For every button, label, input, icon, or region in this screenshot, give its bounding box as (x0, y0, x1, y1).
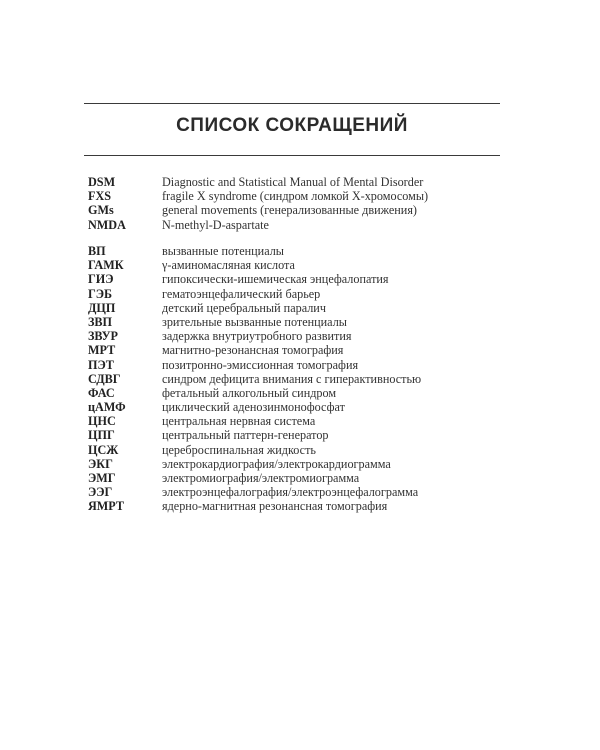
abbreviation: МРТ (88, 343, 116, 358)
abbreviation: ДЦП (88, 300, 116, 315)
abbreviation: ЭЭГ (88, 485, 113, 500)
definition: гипоксически-ишемическая энцефалопатия (162, 272, 389, 287)
definition: детский церебральный паралич (162, 300, 326, 315)
abbreviation-entry (88, 428, 508, 442)
abbreviation-entry (88, 358, 508, 372)
abbreviation: GMs (88, 203, 114, 218)
page-title: СПИСОК СОКРАЩЕНИЙ (176, 115, 408, 136)
abbreviation-entry (88, 386, 508, 400)
abbreviation: ФАС (88, 385, 115, 400)
abbreviation-entry (88, 315, 508, 329)
abbreviation: ГИЭ (88, 272, 114, 287)
abbreviation-entry (88, 485, 508, 499)
definition: электрокардиография/электрокардиограмма (162, 456, 391, 471)
definition: электроэнцефалография/электроэнцефалограмма (162, 485, 419, 500)
definition: центральный паттерн-генератор (162, 428, 329, 443)
abbreviation: ЗВП (88, 314, 113, 329)
abbreviation-entry (88, 218, 508, 232)
definition: γ-аминомасляная кислота (162, 258, 295, 273)
abbreviation-entry (88, 471, 508, 485)
abbreviation: ЦПГ (88, 428, 115, 443)
abbreviation-entry (88, 189, 508, 203)
abbreviation: ГЭБ (88, 286, 113, 301)
abbreviation: ГАМК (88, 258, 124, 273)
definition: зрительные вызванные потенциалы (162, 314, 347, 329)
definition: вызванные потенциалы (162, 244, 284, 258)
definition: циклический аденозинмонофосфат (162, 400, 345, 415)
abbreviation-entry (88, 258, 508, 272)
abbreviation-entry (88, 443, 508, 457)
definition: магнитно-резонансная томография (162, 343, 344, 358)
definition: центральная нервная система (162, 414, 316, 429)
definition: позитронно-эмиссионная томография (162, 357, 359, 372)
abbreviation: цАМФ (88, 400, 126, 415)
definition: фетальный алкогольный синдром (162, 385, 337, 400)
abbreviation-entry (88, 372, 508, 386)
abbreviation-entry (88, 287, 508, 301)
bottom-rule (84, 155, 500, 156)
cyrillic-abbreviation-list (88, 244, 508, 514)
latin-abbreviation-list (88, 175, 508, 232)
abbreviation: DSM (88, 175, 116, 189)
abbreviation-entry (88, 175, 508, 189)
definition: гематоэнцефалический барьер (162, 286, 321, 301)
abbreviation-entry (88, 414, 508, 428)
top-rule (84, 103, 500, 104)
abbreviation-entry (88, 499, 508, 513)
abbreviation: ПЭТ (88, 357, 114, 372)
abbreviation: ЦСЖ (88, 442, 119, 457)
abbreviation: ЦНС (88, 414, 116, 429)
abbreviation: ЭМГ (88, 471, 116, 485)
definition: Diagnostic and Statistical Manual of Mental Disorder (162, 175, 424, 189)
abbreviation: FXS (88, 189, 112, 204)
definition: цереброспинальная жидкость (162, 442, 316, 457)
abbreviation-entry (88, 301, 508, 315)
abbreviation: ВП (88, 244, 106, 258)
definition: электромиография/электромиограмма (162, 471, 360, 485)
abbreviation: СДВГ (88, 371, 121, 386)
abbreviation-entry (88, 457, 508, 471)
abbreviation-entry (88, 203, 508, 217)
abbreviation-entry (88, 329, 508, 343)
definition: general movements (генерализованные движения) (162, 203, 417, 218)
definition: N-methyl-D-aspartate (162, 217, 269, 232)
definition: синдром дефицита внимания с гиперактивностью (162, 371, 422, 386)
abbreviation-entry (88, 244, 508, 258)
abbreviation-entry (88, 400, 508, 414)
definition: fragile X syndrome (синдром ломкой X-хромосомы) (162, 189, 429, 204)
definition: ядерно-магнитная резонансная томография (162, 499, 388, 514)
abbreviation-entry (88, 272, 508, 286)
abbreviation: NMDA (88, 217, 126, 232)
abbreviation: ЗВУР (88, 329, 118, 344)
abbreviation-entry (88, 343, 508, 357)
abbreviation: ЭКГ (88, 456, 113, 471)
abbreviation: ЯМРТ (88, 499, 125, 514)
definition: задержка внутриутробного развития (162, 329, 352, 344)
